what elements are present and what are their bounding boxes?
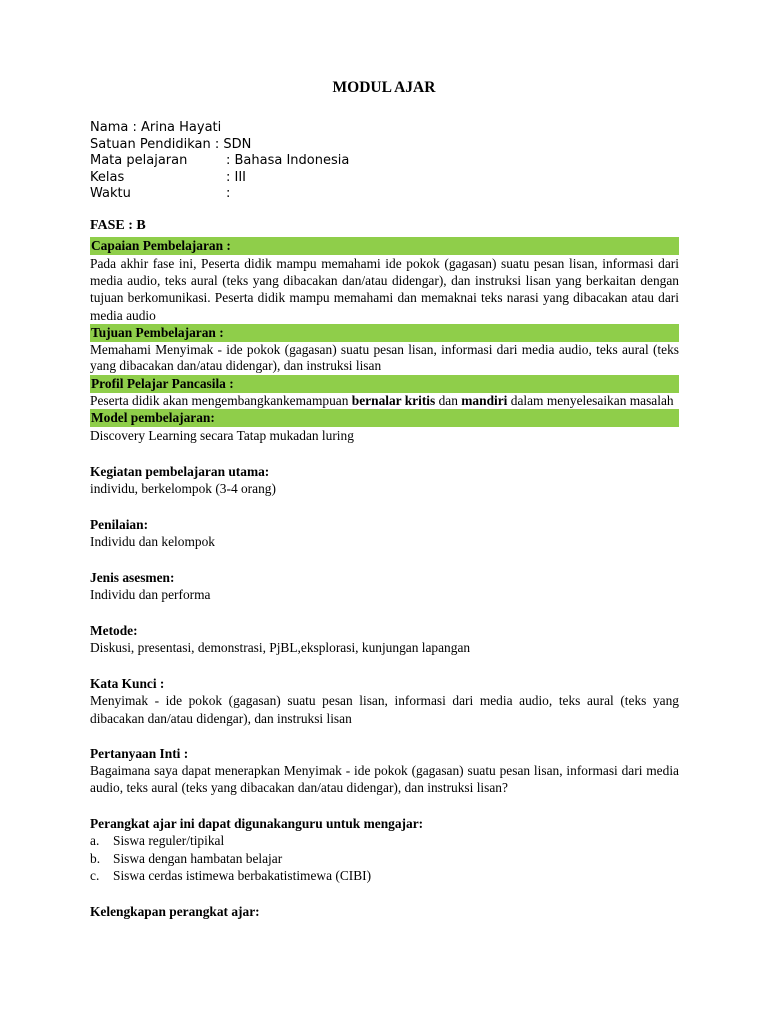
profil-text-c: dalam menyelesaikan masalah xyxy=(507,392,674,408)
list-marker: a. xyxy=(90,833,100,849)
list-marker: c. xyxy=(90,868,100,884)
model-text: Discovery Learning secara Tatap mukadan luring xyxy=(90,428,354,444)
waktu-label: Waktu xyxy=(90,186,131,201)
list-item-text: Siswa reguler/tipikal xyxy=(113,833,225,849)
list-item-text: Siswa cerdas istimewa berbakatistimewa (CIBI) xyxy=(113,868,372,884)
metode-heading: Metode: xyxy=(90,622,138,638)
kelas-label: Kelas xyxy=(90,169,125,185)
pertanyaan-heading: Pertanyaan Inti : xyxy=(90,745,189,761)
tujuan-text: Memahami Menyimak - ide pokok (gagasan) suatu pesan lisan, informasi dari media audio, teks aural (teks yang dibacakan dan/atau didengar), dan instruksi lisan xyxy=(90,341,679,374)
profil-bold-bernalar: bernalar kritis xyxy=(351,392,436,408)
capaian-heading: Capaian Pembelajaran : xyxy=(90,237,679,255)
profil-bold-mandiri: mandiri xyxy=(461,392,508,408)
nama-line: Nama : Arina Hayati xyxy=(90,120,222,135)
metode-text: Diskusi, presentasi, demonstrasi, PjBL,eksplorasi, kunjungan lapangan xyxy=(90,640,471,656)
waktu-value: : xyxy=(226,186,231,201)
kegiatan-text: individu, berkelompok (3-4 orang) xyxy=(90,481,276,497)
kelengkapan-heading: Kelengkapan perangkat ajar: xyxy=(90,903,260,919)
jenis-asesmen-heading: Jenis asesmen: xyxy=(90,569,175,585)
mapel-label: Mata pelajaran xyxy=(90,153,188,168)
profil-text xyxy=(90,393,679,410)
profil-text-b: dan xyxy=(435,392,462,408)
list-marker: b. xyxy=(90,850,101,866)
document-title: MODUL AJAR xyxy=(332,79,436,96)
list-item-text: Siswa dengan hambatan belajar xyxy=(113,850,283,866)
kelas-value: : III xyxy=(226,169,247,185)
satuan-line: Satuan Pendidikan : SDN xyxy=(90,136,252,152)
mapel-value: : Bahasa Indonesia xyxy=(226,153,350,168)
list-item xyxy=(90,867,679,885)
document-body xyxy=(90,237,679,920)
kata-kunci-text: Menyimak - ide pokok (gagasan) suatu pesan lisan, informasi dari media audio, teks aural (teks yang dibacakan dan/atau didengar), dan instruksi lisan xyxy=(90,693,679,726)
capaian-text: Pada akhir fase ini, Peserta didik mampu memahami ide pokok (gagasan) suatu pesan lisan, informasi dari media audio, teks aural (teks yang dibacakan dan/atau didengar), dan instruksi lisan yang berkaitan dengan tujuan berkomunikasi. Peserta didik mampu memahami dan memaknai teks narasi yang dibacakan atau dari media audio xyxy=(90,256,679,323)
profil-text-a: Peserta didik akan mengembangkankemampuan xyxy=(90,392,352,408)
penilaian-text: Individu dan kelompok xyxy=(90,534,215,550)
pertanyaan-text: Bagaimana saya dapat menerapkan Menyimak - ide pokok (gagasan) suatu pesan lisan, informasi dari media audio, teks aural (teks yang dibacakan dan/atau didengar), dan instruksi lisan? xyxy=(90,763,679,796)
list-item xyxy=(90,850,679,868)
profil-heading: Profil Pelajar Pancasila : xyxy=(90,375,679,393)
model-heading: Model pembelajaran: xyxy=(90,409,679,427)
penilaian-heading: Penilaian: xyxy=(90,516,149,532)
jenis-asesmen-text: Individu dan performa xyxy=(90,587,211,603)
identity-block xyxy=(90,120,349,203)
perangkat-heading: Perangkat ajar ini dapat digunakanguru untuk mengajar: xyxy=(90,815,424,831)
list-item xyxy=(90,832,679,850)
perangkat-list xyxy=(90,832,679,885)
kata-kunci-heading: Kata Kunci : xyxy=(90,675,165,691)
fase-heading: FASE : B xyxy=(90,218,146,233)
tujuan-heading: Tujuan Pembelajaran : xyxy=(90,324,679,342)
kegiatan-heading: Kegiatan pembelajaran utama: xyxy=(90,463,270,479)
